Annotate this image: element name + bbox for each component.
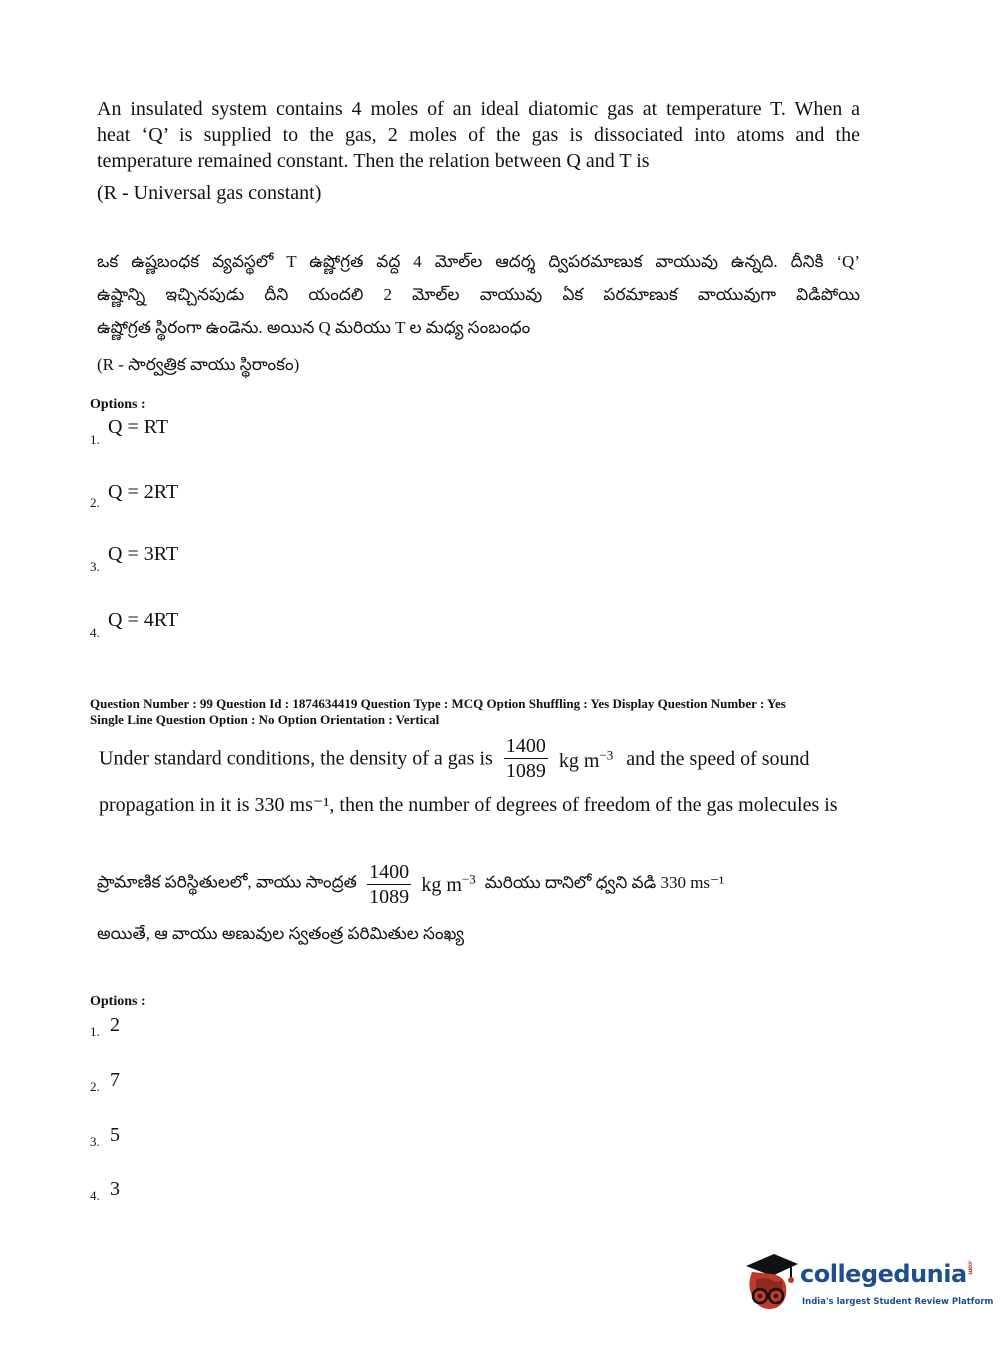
- q98-option-4[interactable]: [90, 609, 290, 643]
- q98-telugu-line3: ఉష్ణోగ్రత స్థిరంగా ఉండెను. అయిన Q మరియు T ల మధ్య సంబంధం: [97, 318, 531, 337]
- q99-telugu-post: మరియు దానిలో ధ్వని వడి 330 ms⁻¹: [484, 872, 725, 892]
- q99-english-pre: Under standard conditions, the density of a gas is: [99, 747, 493, 770]
- logo-tagline: India's largest Student Review Platform: [802, 1297, 994, 1307]
- q99-telugu-pre: ప్రామాణిక పరిస్థితులలో, వాయు సాంద్రత: [97, 872, 357, 892]
- q99-english-line2: propagation in it is 330 ms⁻¹, then the number of degrees of freedom of the gas molecules is: [99, 794, 838, 816]
- question-98-telugu: [97, 245, 860, 381]
- q98-option-1-text: Q = RT: [108, 416, 169, 438]
- q99-unit-exponent: −3: [599, 747, 614, 763]
- q99-option-4-number: 4.: [90, 1188, 100, 1203]
- q98-option-2-number: 2.: [90, 495, 100, 510]
- q98-option-2-text: Q = 2RT: [108, 481, 179, 503]
- q99-options-label: Options :: [90, 994, 146, 1009]
- q99-telugu-fraction-numerator: 1400: [369, 861, 410, 883]
- q98-option-3-text: Q = 3RT: [108, 543, 179, 565]
- q99-meta-line2: Single Line Question Option : No Option Orientation : Vertical: [90, 712, 440, 727]
- logo-brand-tld: .com: [966, 1260, 974, 1275]
- q99-meta-line1: Question Number : 99 Question Id : 1874634419 Question Type : MCQ Option Shuffling : Yes Display Question Number : Yes: [90, 696, 786, 711]
- q98-option-2[interactable]: [90, 481, 290, 515]
- q98-option-1-number: 1.: [90, 432, 100, 447]
- q99-option-1-number: 1.: [90, 1024, 100, 1039]
- q98-english-line3: temperature remained constant. Then the relation between Q and T is: [97, 150, 650, 172]
- question-99-telugu: [97, 860, 887, 948]
- q99-option-2[interactable]: [90, 1069, 190, 1099]
- question-99-english: [99, 734, 889, 818]
- q99-option-2-number: 2.: [90, 1079, 100, 1094]
- q99-fraction-numerator: 1400: [505, 735, 546, 757]
- q99-english-line1: [99, 734, 889, 790]
- q99-option-3-text: 5: [110, 1124, 120, 1146]
- q99-telugu-line2: అయితే, ఆ వాయు అణువుల స్వతంత్ర పరిమితుల సంఖ్య: [97, 924, 465, 943]
- q99-telugu-unit-exponent: −3: [461, 871, 476, 887]
- q99-option-1[interactable]: [90, 1014, 190, 1044]
- question-98-english: [97, 96, 860, 206]
- q99-option-4[interactable]: [90, 1178, 190, 1208]
- q98-options-label: Options :: [90, 397, 146, 412]
- q98-option-3-number: 3.: [90, 559, 100, 574]
- q98-english-note: (R - Universal gas constant): [97, 182, 322, 204]
- q99-english-post: and the speed of sound: [626, 747, 810, 770]
- q99-option-2-text: 7: [110, 1069, 120, 1091]
- q98-telugu-note: (R - సార్వత్రిక వాయు స్థిరాంకం): [97, 355, 300, 374]
- mascot-icon: [742, 1250, 800, 1316]
- q98-option-3[interactable]: [90, 543, 290, 577]
- q99-option-3[interactable]: [90, 1124, 190, 1154]
- q98-telugu-line2: ఉష్ణాన్ని ఇచ్చినపుడు దీని యందలి 2 మోల్‌ల వాయువు ఏక పరమాణుక వాయువుగా విడిపోయి: [97, 285, 860, 304]
- q99-fraction-denominator: 1089: [505, 760, 546, 782]
- collegedunia-logo[interactable]: [742, 1250, 994, 1320]
- q98-option-4-number: 4.: [90, 625, 100, 640]
- q99-option-3-number: 3.: [90, 1134, 100, 1149]
- logo-brand-name: collegedunia: [800, 1260, 967, 1288]
- q99-telugu-line1: [97, 860, 887, 918]
- q99-telugu-unit-base: kg m: [421, 874, 462, 897]
- q99-telugu-fraction-denominator: 1089: [369, 886, 410, 908]
- logo-brand: [800, 1260, 974, 1288]
- q98-english-line2: heat ‘Q’ is supplied to the gas, 2 moles of the gas is dissociated into atoms and the: [97, 124, 860, 146]
- q98-option-1[interactable]: [90, 416, 290, 450]
- q99-meta: [90, 696, 950, 728]
- q99-telugu-fraction: [367, 860, 411, 909]
- q98-option-4-text: Q = 4RT: [108, 609, 179, 631]
- q98-english-line1: An insulated system contains 4 moles of an ideal diatomic gas at temperature T. When a: [97, 98, 860, 120]
- q98-telugu-line1: ఒక ఉష్ణబంధక వ్యవస్థలో T ఉష్ణోగ్రత వద్ద 4 మోల్‌ల ఆదర్శ ద్విపరమాణుక వాయువు ఉన్నది. దీనికి ‘Q’: [97, 252, 860, 271]
- q99-density-fraction: [504, 734, 548, 783]
- q99-option-1-text: 2: [110, 1014, 120, 1036]
- q99-unit-base: kg m: [558, 750, 600, 773]
- q99-option-4-text: 3: [110, 1178, 120, 1200]
- q99-unit: [558, 747, 618, 773]
- q99-telugu-unit: [421, 871, 480, 897]
